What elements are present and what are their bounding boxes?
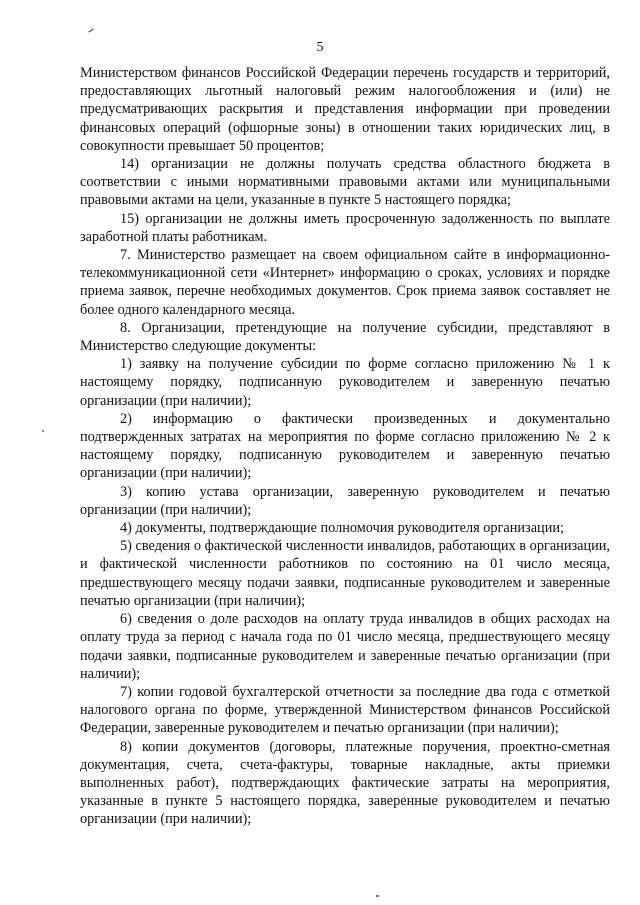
paragraph-clause-8: 8. Организации, претендующие на получение субсидии, представляют в Министерство следующие документы:	[80, 319, 610, 355]
paragraph-doc-4: 4) документы, подтверждающие полномочия руководителя организации;	[120, 520, 564, 537]
scan-mark	[42, 430, 44, 432]
paragraph-doc-6: 6) сведения о доле расходов на оплату труда инвалидов в общих расходах на оплату труда за период с начала года по 01 число месяца, предшествующего месяцу подачи заявки, подписанные руководителем и заверенные печатью организации (при наличии);	[80, 611, 610, 682]
paragraph-doc-3: 3) копию устава организации, заверенную руководителем и печатью организации (при наличии);	[80, 483, 610, 518]
paragraph-doc-8: 8) копии документов (договоры, платежные поручения, проектно-сметная документация, счета, счета-фактуры, товарные накладные, акты приемки выполненных работ), подтверждающих фактические затраты на мероприятия, указанные в пункте 5 настоящего порядка, заверенные руководителем и печатью организации (при наличии);	[80, 738, 610, 828]
paragraph-item-15: 15) организации не должны иметь просроченную задолженность по выплате заработной платы работникам.	[80, 210, 610, 245]
paragraph-continuation: Министерством финансов Российской Федерации перечень государств и территорий, предоставляющих льготный налоговый режим налогообложения и (или) не предусматривающих раскрытия и представления информации при проведении финансовых операций (офшорные зоны) в отношении таких юридических лиц, в совокупности превышает 50 процентов;	[80, 65, 610, 154]
paragraph-doc-1: 1) заявку на получение субсидии по форме согласно приложению № 1 к настоящему порядку, подписанную руководителем и заверенную печатью организации (при наличии);	[80, 356, 610, 409]
page-number: 5	[316, 40, 324, 55]
scan-mark	[376, 895, 379, 897]
scan-mark	[88, 28, 93, 32]
paragraph-item-14: 14) организации не должны получать средства областного бюджета в соответствии с иными нормативными правовыми актами или муниципальными правовыми актами на цели, указанные в пункте 5 настоящего порядка;	[80, 156, 610, 209]
paragraph-doc-2: 2) информацию о фактически произведенных и документально подтвержденных затратах на мероприятия по форме согласно приложению № 2 к настоящему порядку, подписанную руководителем и заверенную печатью организации (при наличии);	[80, 410, 610, 482]
document-body	[80, 64, 610, 829]
paragraph-clause-7: 7. Министерство размещает на своем официальном сайте в информационно-телекоммуникационной сети «Интернет» информацию о сроках, условиях и порядке приема заявок, перечне необходимых документов. Срок приема заявок составляет не более одного календарного месяца.	[80, 247, 610, 318]
paragraph-doc-7: 7) копии годовой бухгалтерской отчетности за последние два года с отметкой налогового органа по форме, утвержденной Министерством финансов Российской Федерации, заверенные руководителем и печатью организации (при наличии);	[80, 683, 610, 737]
paragraph-doc-5: 5) сведения о фактической численности инвалидов, работающих в организации, и фактической численности работников по состоянию на 01 число месяца, предшествующего месяцу подачи заявки, подписанные руководителем и заверенные печатью организации (при наличии);	[80, 538, 610, 609]
